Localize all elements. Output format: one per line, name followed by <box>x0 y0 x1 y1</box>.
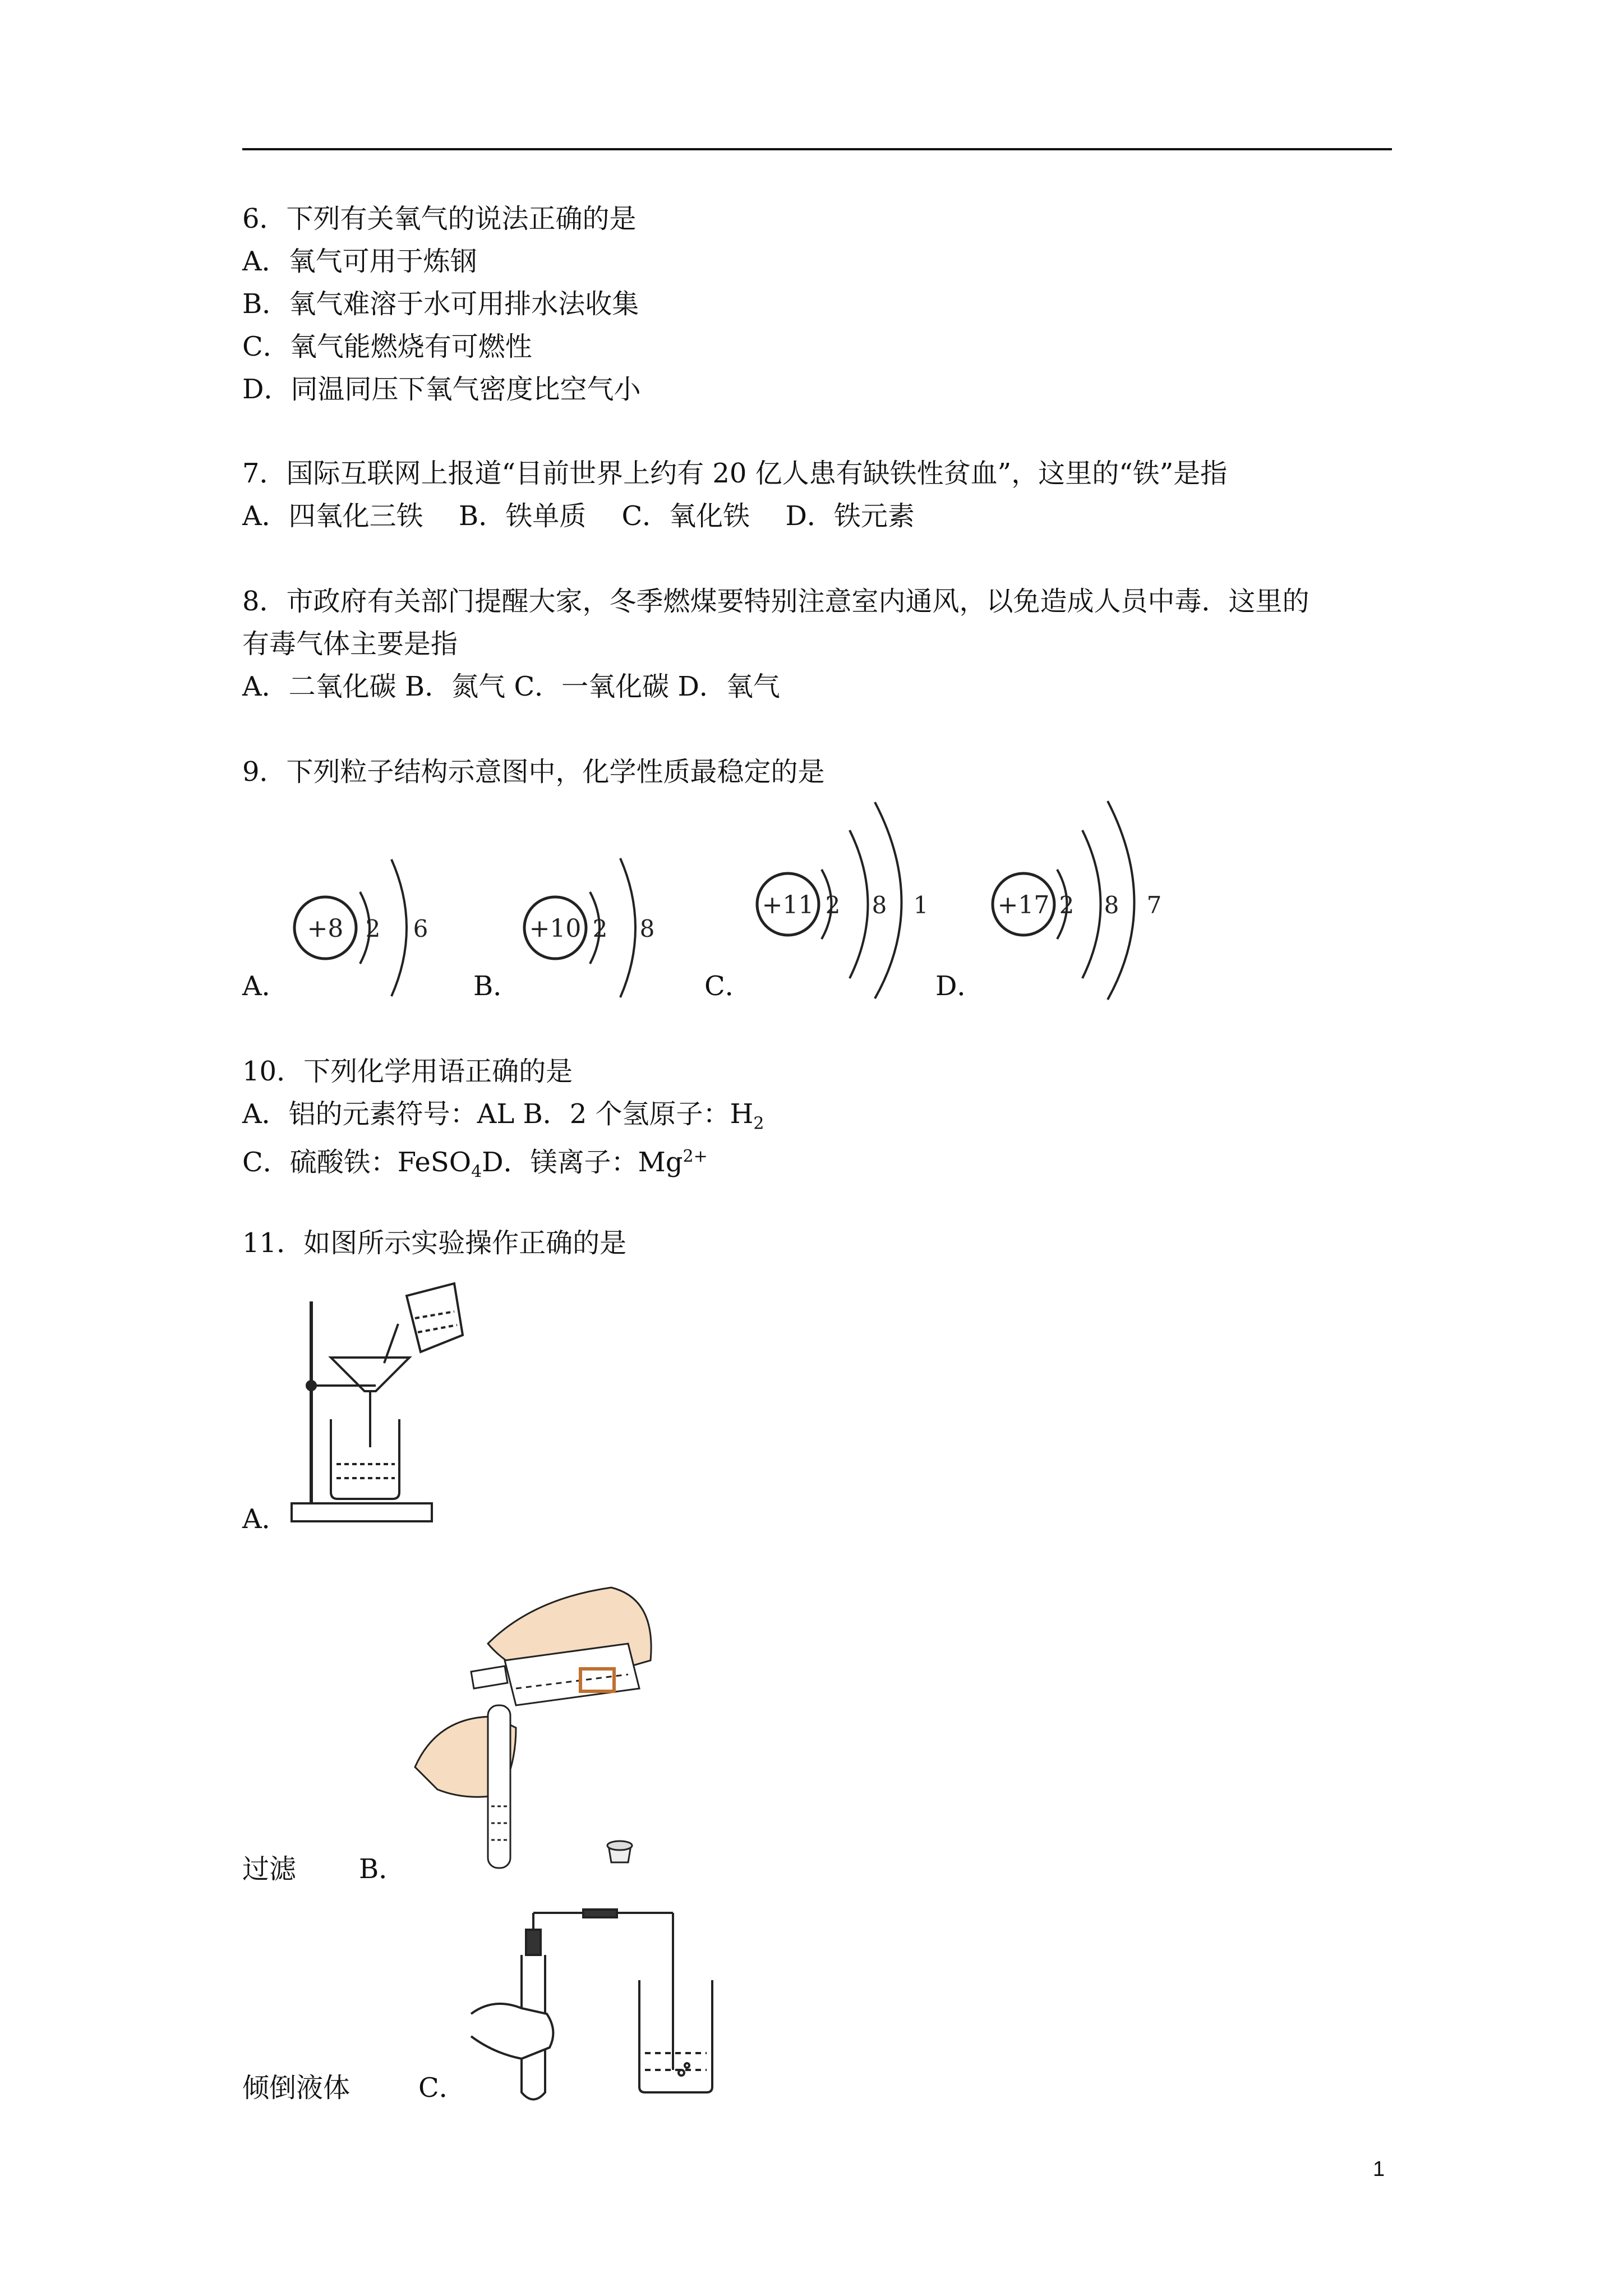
q11-caption-b: 倾倒液体 <box>242 2072 351 2104</box>
q10-stem: 10．下列化学用语正确的是 <box>242 1056 573 1087</box>
atom-c-nucleus: +11 <box>762 891 814 919</box>
atom-c-shell-2: 8 <box>872 891 887 919</box>
atom-c-shell-1: 2 <box>825 891 841 919</box>
q6-option-d: D．同温同压下氧气密度比空气小 <box>242 374 641 405</box>
q10-option-b-text: B．2 个氢原子：H <box>523 1098 754 1130</box>
q10-option-c-text: C．硫酸铁：FeSO <box>242 1147 472 1178</box>
atom-d-shell-1: 2 <box>1059 891 1075 919</box>
atom-a-nucleus: +8 <box>307 914 344 943</box>
header-rule <box>242 148 1392 150</box>
q10-option-c-sub: 4 <box>471 1162 482 1182</box>
atom-b-shell-2: 8 <box>639 915 655 942</box>
q8-stem-line1: 8．市政府有关部门提醒大家，冬季燃煤要特别注意室内通风，以免造成人员中毒．这里的 <box>242 586 1310 617</box>
q10-option-d-text: D．镁离子：Mg <box>482 1147 683 1178</box>
q8-stem-line2: 有毒气体主要是指 <box>242 628 458 660</box>
q8-options: A．二氧化碳 B．氮气 C．一氧化碳 D．氧气 <box>242 671 780 702</box>
atom-diagram-b <box>524 858 654 997</box>
atom-b-nucleus: +10 <box>529 914 582 943</box>
page-number: 1 <box>1373 2157 1385 2181</box>
atom-b-shell-1: 2 <box>592 915 608 942</box>
atom-d-nucleus: +17 <box>997 891 1050 919</box>
q9-label-d: D． <box>935 970 984 1002</box>
q6-stem: 6．下列有关氧气的说法正确的是 <box>242 203 637 234</box>
q10-option-d-sup: 2+ <box>683 1147 708 1166</box>
q7-options: A．四氧化三铁 B．铁单质 C．氧化铁 D．铁元素 <box>242 500 915 532</box>
atom-diagram-d <box>993 801 1161 1000</box>
atom-diagram-c <box>757 802 928 999</box>
q11-stem: 11．如图所示实验操作正确的是 <box>242 1227 627 1259</box>
q10-options-cd <box>242 1140 708 1189</box>
q9-label-a: A． <box>242 970 289 1002</box>
q7-stem: 7．国际互联网上报道“目前世界上约有 20 亿人患有缺铁性贫血”，这里的“铁”是指 <box>242 458 1228 489</box>
atom-d-shell-3: 7 <box>1146 891 1162 919</box>
q9-label-c: C． <box>704 970 752 1002</box>
q11-label-b: B． <box>359 1853 406 1885</box>
q10-option-b <box>523 1098 764 1134</box>
q6-option-a: A．氧气可用于炼钢 <box>242 246 477 277</box>
atom-d-shell-2: 8 <box>1104 891 1119 919</box>
q6-option-b: B．氧气难溶于水可用排水法收集 <box>242 288 639 320</box>
atom-a-shell-2: 6 <box>413 915 428 942</box>
q9-stem: 9．下列粒子结构示意图中，化学性质最稳定的是 <box>242 756 825 788</box>
q10-options-ab <box>242 1097 764 1141</box>
q11-label-c: C． <box>418 2072 466 2104</box>
filtration-apparatus-figure <box>280 1279 494 1537</box>
q10-option-a: A．铝的元素符号：AL <box>242 1098 515 1130</box>
atom-a-shell-1: 2 <box>365 915 381 942</box>
q11-label-a: A． <box>242 1503 289 1535</box>
q10-option-c <box>242 1147 482 1182</box>
atom-diagram-a <box>294 859 428 996</box>
pouring-liquid-figure <box>404 1582 684 1885</box>
q6-option-c: C．氧气能燃烧有可燃性 <box>242 331 532 362</box>
airtightness-check-figure <box>460 1907 729 2115</box>
q10-option-b-sub: 2 <box>753 1114 764 1134</box>
q11-caption-a: 过滤 <box>242 1853 297 1885</box>
atom-c-shell-3: 1 <box>913 891 929 919</box>
q9-label-b: B． <box>473 970 520 1002</box>
q10-option-d <box>482 1147 708 1178</box>
